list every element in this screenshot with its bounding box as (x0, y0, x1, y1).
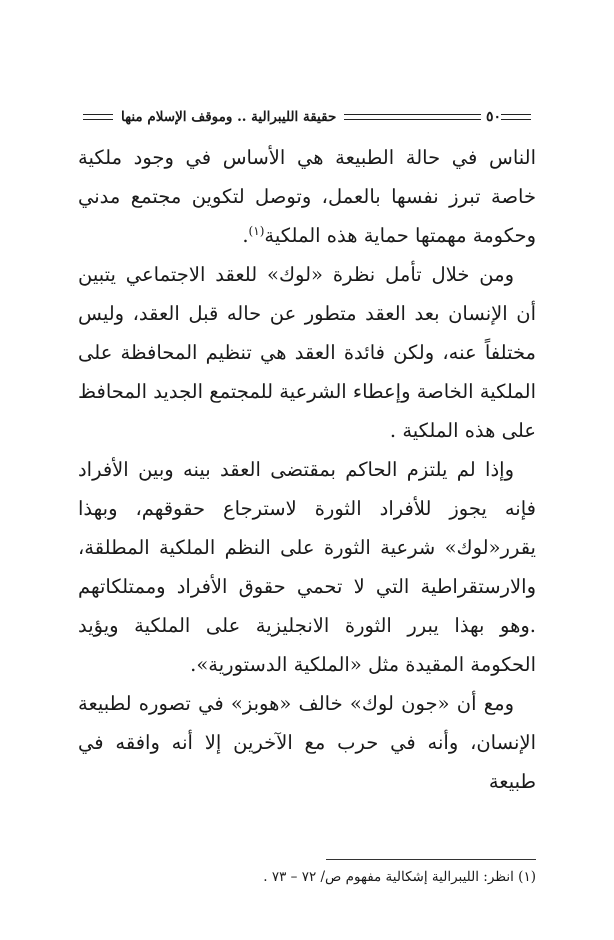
body-text (78, 138, 536, 801)
paragraph: ومن خلال تأمل نظرة «لوك» للعقد الاجتماعي يتبين أن الإنسان بعد العقد متطور عن حاله قبل العقد، وليس مختلفاً عنه، ولكن فائدة العقد هي تنظيم المحافظة على الملكية الخاصة وإعطاء الشرعية للمجتمع الجديد المحافظ على هذه الملكية . (78, 263, 536, 442)
header-rule-right (501, 114, 531, 120)
footnote-divider (326, 859, 536, 860)
paragraph-text: الناس في حالة الطبيعة هي الأساس في وجود ملكية خاصة تبرز نفسها بالعمل، وتوصل لتكوين مجتمع مدني وحكومة مهمتها حماية هذه الملكية (78, 146, 536, 247)
footnote: (١) انظر: الليبرالية إشكالية مفهوم ص/ ٧٢ – ٧٣ . (263, 869, 536, 885)
paragraph-continued (78, 138, 536, 255)
header-rule-left (83, 114, 113, 120)
paragraph: وإذا لم يلتزم الحاكم بمقتضى العقد بينه وبين الأفراد فإنه يجوز للأفراد الثورة لاسترجاع حقوقهم، وبهذا يقرر«لوك» شرعية الثورة على النظم الملكية المطلقة، والارستقراطية التي لا تحمي حقوق الأفراد وممتلكاتهم .وهو بهذا يبرر الثورة الانجليزية على الملكية ويؤيد الحكومة المقيدة مثل «الملكية الدستورية». (78, 458, 536, 676)
header-rule-middle (344, 114, 481, 120)
running-header (78, 104, 536, 130)
paragraph: ومع أن «جون لوك» خالف «هوبز» في تصوره لطبيعة الإنسان، وأنه في حرب مع الآخرين إلا أنه وافقه في طبيعة (78, 692, 536, 793)
page-number: ٥٠ (485, 109, 501, 125)
footnote-marker: (١) (248, 224, 265, 238)
paragraph-end: . (242, 224, 249, 247)
running-title: حقيقة الليبرالية .. وموقف الإسلام منها (121, 109, 337, 125)
